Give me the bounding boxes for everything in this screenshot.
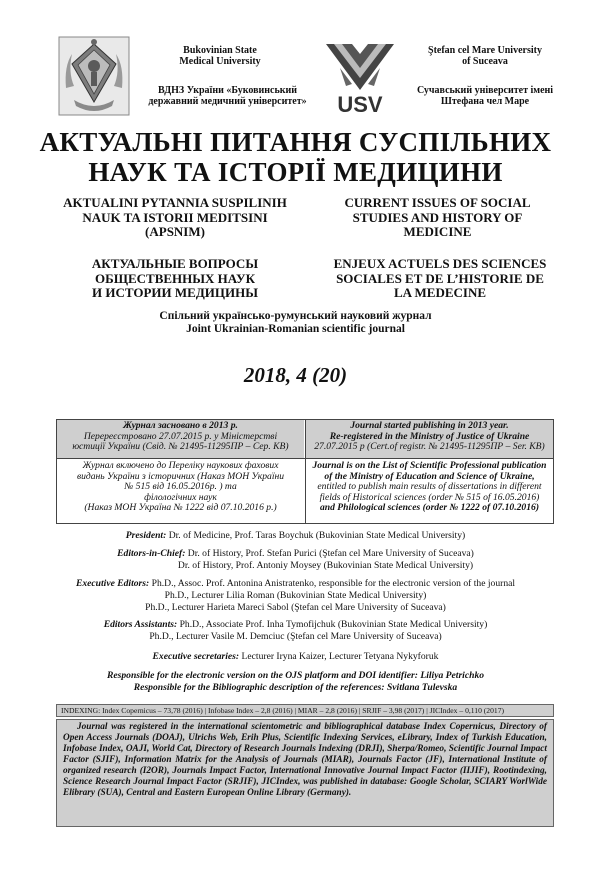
usv-logo-text: USV [337,92,383,116]
subtitle-russian-line2: ОБЩЕСТВЕННЫХ НАУК [94,270,255,286]
subtitle-english-line1: CURRENT ISSUES OF SOCIAL [344,195,531,210]
president-name: Dr. of Medicine, Prof. Taras Boychuk (Bukovinian State Medical University) [168,530,466,541]
subtitle-translit-line3: (APSNIM) [145,224,205,239]
left-university-ua-line1: ВДНЗ України «Буковинський [157,85,298,96]
editors-in-chief-label: Editors-in-Chief: [117,548,186,559]
subtitle-english-line3: MEDICINE [403,224,472,239]
registration-vertical-divider [305,420,306,523]
responsible-bibliography: Responsible for the Bibliographic description of the references: Svitlana Tulevska [133,682,458,693]
right-university-en-line2: of Suceava [462,56,508,67]
executive-secretaries [0,651,591,663]
subtitle-french-line2: SOCIALES ET DE L’HISTORIE DE [336,270,544,286]
subtitle-english [315,196,560,240]
registration-ua-line2: Перереєстровано 27.07.2015 р. у Міністерстві [83,430,278,442]
registration-en-line2: Re-registered in the Ministry of Justice of Ukraine [329,430,530,442]
registration-en-line3: 27.07.2015 р (Cert.of registr. № 21495-11295ПР – Ser. KB) [314,441,545,453]
left-university-en-line1: Bukovinian State [183,45,257,56]
responsible-ojs: Responsible for the electronic version on the OJS platform and DOI identifier: Liliya Petrichko [106,670,485,681]
bsmu-emblem [58,36,130,116]
executive-editors-label: Executive Editors: [75,578,150,589]
list-ua-line1: Журнал включено до Переліку наукових фахових [82,460,279,471]
editors-in-chief-2: Dr. of History, Prof. Antoniy Moysey (Bukovinian State Medical University) [177,560,474,571]
right-university-ua-line1: Сучавський університет імені [416,85,554,96]
list-en-line1: Journal is on the List of Scientific Professional publication [312,460,547,471]
subtitle-translit [55,196,295,240]
president-label: President: [125,530,167,541]
bsmu-emblem-icon [58,36,130,116]
left-university-ua [140,85,315,107]
executive-editor-1: Ph.D., Assoc. Prof. Antonina Anistratenko, responsible for the electronic version of the journal [151,578,516,589]
usv-logo [320,38,400,116]
list-en-line3: entitled to publish main results of dissertations in different [317,481,542,493]
right-university-ua-line2: Штефана чел Маре [440,96,530,107]
list-en-line2: of the Ministry of Education and Science of Ukraine, [324,470,535,482]
journal-title-line2: НАУК ТА ІСТОРІЇ МЕДИЦИНИ [88,157,503,187]
editors-assistants-label: Editors Assistants: [103,619,178,630]
list-en-line5: and Philological sciences (order № 1222 of 07.10.2016) [319,502,540,514]
left-university-ua-line2: державний медичний університет» [148,96,307,107]
indexing-bar [56,704,554,717]
registration-ua-box [57,420,304,458]
registration-en-line1: Journal started publishing in 2013 year. [350,420,509,431]
registration-block [56,419,554,524]
database-text: Journal was registered in the international scientometric and bibliographical database Index Copernicus, Directory of Open Access Journals (DOAJ), Ulrichs Web, Erih Plus, Scientific Indexing Services, eLibrary, Index of Turkish Education, Infobase Index, OAJI, World Cat, Directory of Research Journals Indexing (DRJI), Sherpa/Romeo, Scientific Journal Impact Factor (SJIF), Information Matrix for the Analysis of Journals (MIAR), Journals Factor (JF), International Institute of organized research (I2OR), Journals Impact Factor, International Innovative Journal Impact Factor (IIJIF), Rootindexing, Science Research Journal Impact Factor (SRJIF), JICIndex, was published in database: Google Scholar, SCIARY WorlWide Elibrary (SUA), Central and Eastern European Online Library (Germany). [63,722,547,798]
subtitle-russian-line1: АКТУАЛЬНЫЕ ВОПРОСЫ [91,256,259,271]
subtitle-english-line2: STUDIES AND HISTORY OF [352,209,523,225]
list-ua-line2: видань України з історичних (Наказ МОН України [76,470,285,482]
journal-type [0,310,591,336]
indexing-text: INDEXING: Index Copernicus – 73,78 (2016) | Infobase Index – 2,8 (2016) | MIAR – 2,8 (2016) | SRJIF – 3,98 (2017) | JICIndex – 0,110 (2017) [61,706,505,715]
executive-editor-2: Ph.D., Lecturer Lilia Roman (Bukovinian State Medical University) [164,590,427,601]
editors-in-chief-1: Dr. of History, Prof. Stefan Purici (Ştefan cel Mare University of Suceava) [187,548,474,559]
editors-assistant-1: Ph.D., Associate Prof. Inha Tymofijchuk (Bukovinian State Medical University) [179,619,488,630]
left-university-en [150,45,290,67]
subtitle-translit-line2: NAUK TA ISTORII MEDITSINI [82,209,268,225]
list-en-box [306,461,553,514]
president-line [0,530,591,542]
list-ua-line3: № 515 від 16.05.2016р. ) та [124,481,237,493]
journal-type-en: Joint Ukrainian-Romanian scientific journal [186,323,405,335]
editors-assistant-2: Ph.D., Lecturer Vasile M. Demciuc (Ştefan cel Mare University of Suceava) [149,631,442,642]
subtitle-french [310,257,570,301]
executive-secretaries-label: Executive secretaries: [152,651,240,662]
left-university-en-line2: Medical University [179,56,261,67]
executive-secretaries-names: Lecturer Iryna Kaizer, Lecturer Tetyana Nykyforuk [241,651,439,662]
subtitle-russian-line3: И ИСТОРИИ МЕДИЦИНЫ [92,285,258,300]
executive-editor-3: Ph.D., Lecturer Harieta Mareci Sabol (Ştefan cel Mare University of Suceava) [145,602,446,613]
database-block [56,719,554,827]
journal-title-line1: АКТУАЛЬНІ ПИТАННЯ СУСПІЛЬНИХ [39,127,552,157]
executive-editors [0,578,591,614]
journal-type-ua: Спільний українсько-румунський науковий журнал [159,310,432,322]
subtitle-russian [55,257,295,301]
right-university-ua [400,85,570,107]
subtitle-french-line3: LA MEDECINE [393,285,487,300]
subtitle-translit-line1: AKTUALINI PYTANNIA SUSPILINIH [63,195,287,210]
right-university-en-line1: Ştefan cel Mare University [428,45,542,56]
issue-number: 2018, 4 (20) [243,363,348,387]
responsible-persons [0,670,591,694]
journal-title [0,127,591,187]
list-en-line4: fields of Historical sciences (order № 515 of 16.05.2016) [319,491,540,503]
registration-en-box [306,420,553,458]
list-ua-line4: філологічних наук [144,491,217,503]
list-ua-line5: (Наказ МОН Україна № 1222 від 07.10.2016 р.) [84,502,277,514]
usv-logo-icon [320,38,400,116]
registration-ua-line3: юстиції України (Свід. № 21495-11295ПР – Сер. КВ) [72,441,289,453]
editors-in-chief [0,548,591,572]
editors-assistants [0,619,591,643]
subtitle-french-line1: ENJEUX ACTUELS DES SCIENCES [333,256,547,271]
list-ua-box [57,461,304,514]
right-university-en [400,45,570,67]
registration-ua-line1: Журнал засновано в 2013 р. [123,420,238,431]
